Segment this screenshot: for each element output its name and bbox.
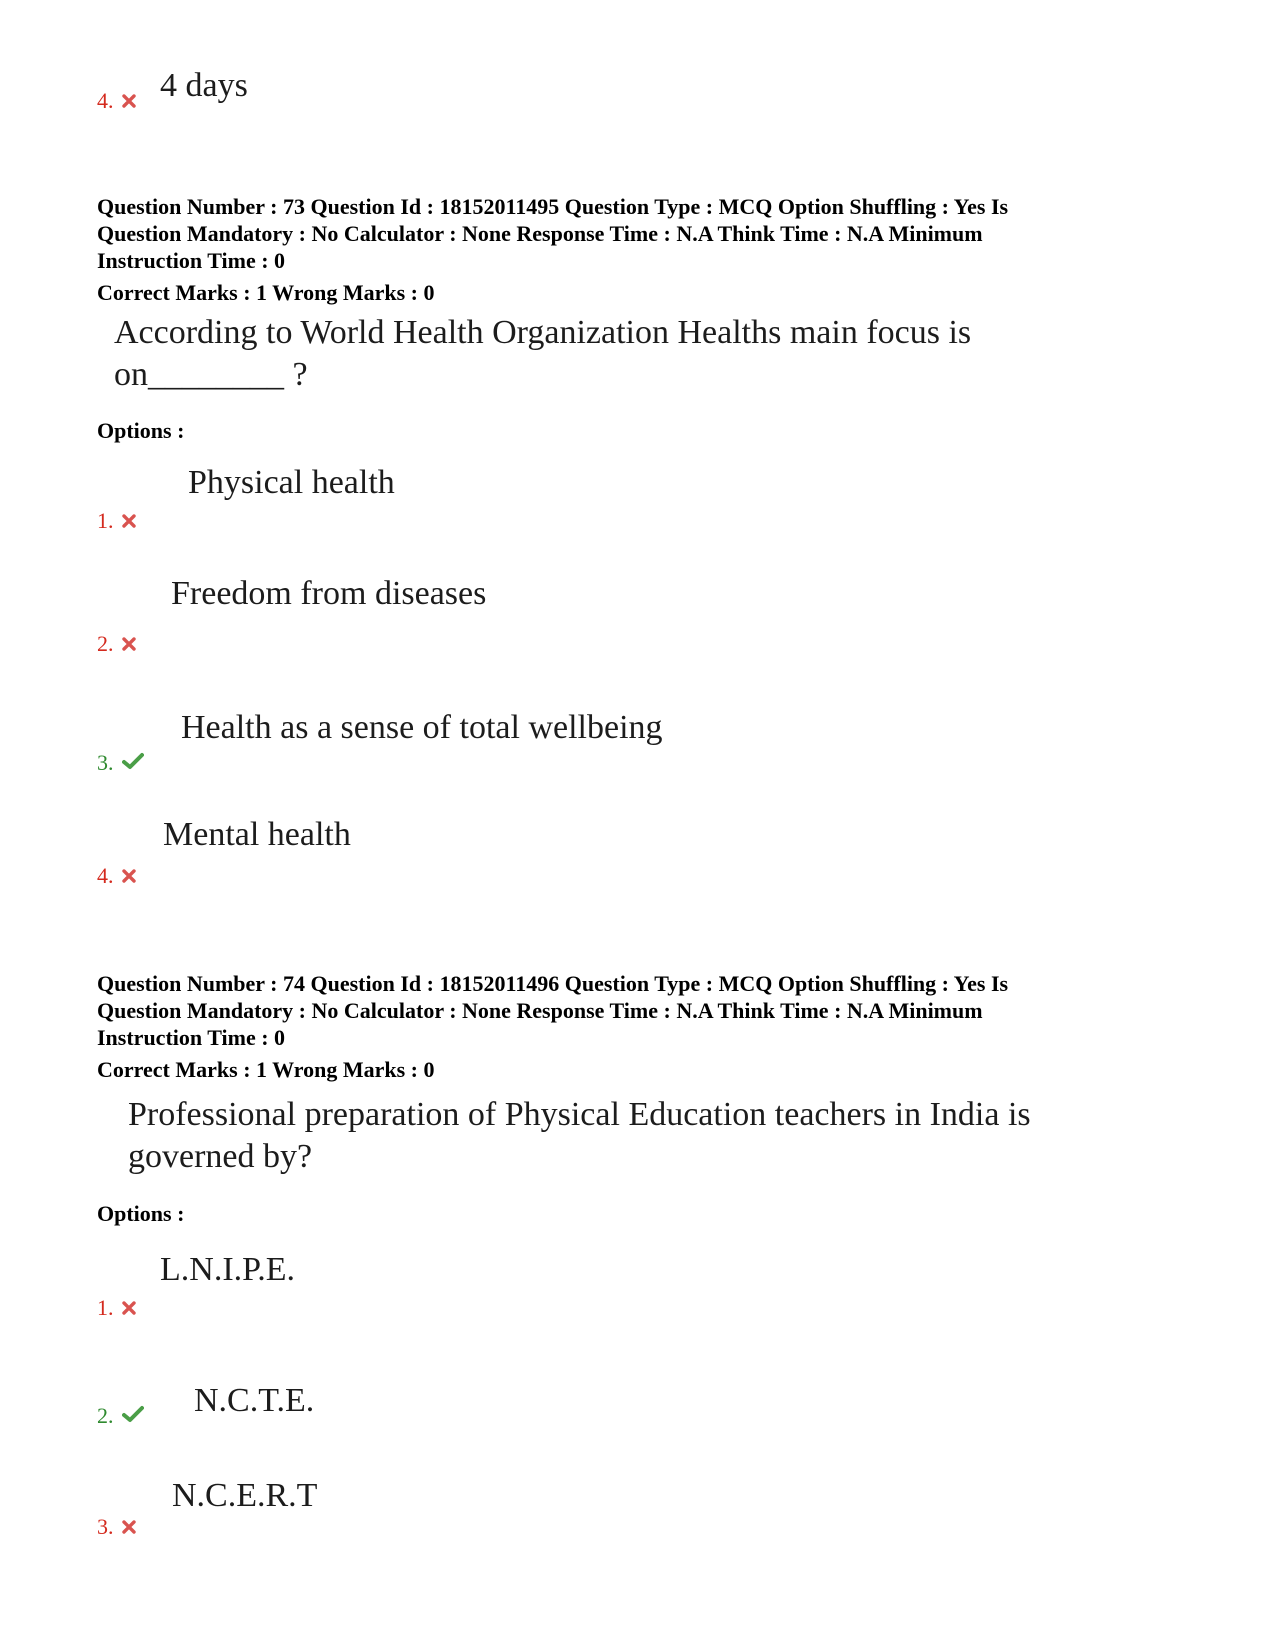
question-meta: Question Number : 73 Question Id : 18152011495 Question Type : MCQ Option Shuffling : Yes Is Question Mandatory : No Calculator : None Response Time : N.A Think Time : N.A Minimum Instruction Time : 0 [97, 194, 1009, 273]
option-number: 4. [97, 90, 136, 114]
option-text: Health as a sense of total wellbeing [181, 709, 663, 746]
option-text: N.C.E.R.T [172, 1477, 318, 1514]
option-text: N.C.T.E. [194, 1382, 315, 1419]
option-number: 2. [97, 1405, 144, 1429]
wrong-cross-icon [122, 1516, 136, 1538]
option-text: Physical health [188, 464, 395, 501]
option-number: 2. [97, 633, 136, 657]
question-text: According to World Health Organization Healths main focus is on________ ? [114, 314, 972, 393]
option-text: L.N.I.P.E. [160, 1251, 296, 1288]
question-marks: Correct Marks : 1 Wrong Marks : 0 [97, 1057, 435, 1082]
option-text: Mental health [163, 816, 351, 853]
correct-check-icon [122, 1405, 144, 1427]
option-number: 1. [97, 1297, 136, 1321]
wrong-cross-icon [122, 1297, 136, 1319]
option-number: 3. [97, 1516, 136, 1540]
option-number: 1. [97, 510, 136, 534]
wrong-cross-icon [122, 865, 136, 887]
option-number: 4. [97, 865, 136, 889]
correct-check-icon [122, 752, 144, 774]
option-number: 3. [97, 752, 144, 776]
wrong-cross-icon [122, 510, 136, 532]
wrong-cross-icon [122, 90, 136, 112]
options-label: Options : [97, 418, 185, 443]
option-text: Freedom from diseases [171, 575, 487, 612]
wrong-cross-icon [122, 633, 136, 655]
question-marks: Correct Marks : 1 Wrong Marks : 0 [97, 280, 435, 305]
option-text: 4 days [160, 67, 248, 104]
options-label: Options : [97, 1201, 185, 1226]
question-text: Professional preparation of Physical Education teachers in India is governed by? [128, 1096, 1031, 1175]
question-meta: Question Number : 74 Question Id : 18152011496 Question Type : MCQ Option Shuffling : Yes Is Question Mandatory : No Calculator : None Response Time : N.A Think Time : N.A Minimum Instruction Time : 0 [97, 971, 1009, 1050]
